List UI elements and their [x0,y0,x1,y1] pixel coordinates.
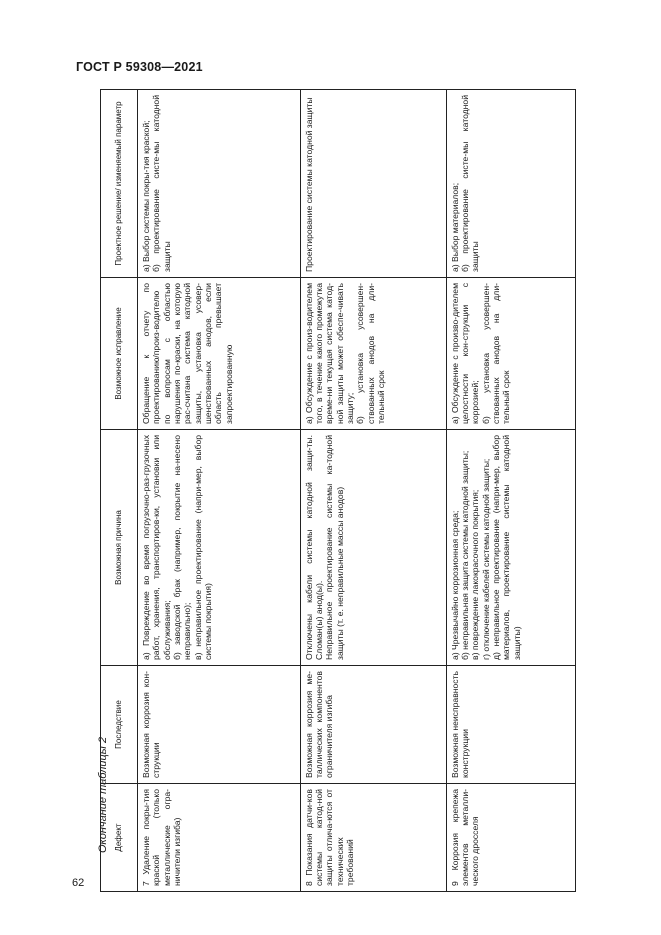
decision-line: а) Выбор системы покры-тия краской; [141,120,151,272]
cause-line: а) Повреждение во время погрузочно-раз-грузочных работ, хранения, транспортиров-ки, установки или обслуживания; [141,435,172,660]
cause-cell [138,430,301,666]
cause-cell [446,430,575,666]
consequence-cell: Возможная коррозия кон-струкции [138,666,301,784]
defect-cell: 7 Удаление покры-тия краской (только металлические огра-ничители изгиба) [138,784,301,892]
column-header: Проектное решение/ изменяемый параметр [101,90,138,278]
consequence-cell: Возможная коррозия ме-таллических компонентов ограничителя изгиба [300,666,446,784]
column-header: Последствие [101,666,138,784]
table-row [446,90,575,892]
page-number: 62 [72,877,85,889]
cause-line: г) отключение кабелей системы катодной защиты; [480,458,491,660]
decision-line: б) проектирование систе-мы катодной защиты [151,95,172,272]
column-header: Дефект [101,784,138,892]
cause-line: в) неправильное проектирование (напри-мер, выбор системы покрытия) [192,435,213,660]
document-header: ГОСТ Р 59308—2021 [76,60,203,74]
column-header: Возможная причина [101,430,138,666]
remedy-cell: а) Обсуждение с произ-водителем того, в течение какого промежутка време-ни текущая система катод-ной защиты может обеспе-чивать защиту; б) установка усовершен-ствованных анодов на дли-тельный срок [300,278,446,430]
consequence-cell: Возможная неисправность конструкции [446,666,575,784]
cause-line: б) неправильная защита системы катодной защиты; [460,450,471,660]
table-caption: Окончание таблицы 2 [97,736,109,853]
remedy-cell: а) Обсуждение с произво-дителем целостности кон-струкции с коррозией; б) установка усовершен-ствованных анодов на дли-тельный срок [446,278,575,430]
decision-cell [300,90,446,278]
decision-line: б) проектирование систе-мы катодной защиты [460,95,481,272]
cause-line: д) неправильное проектирование (напри-мер, выбор материалов, проектирование системы катодной защиты) [491,435,522,660]
table-header-row [101,90,138,892]
defects-table [100,89,576,892]
cause-line: Отключены кабели системы катодной защи-ты. Сломан(ы) анод(ы). [303,435,325,660]
cause-line: в) повреждение лакокрасочного покрытия; [470,489,481,660]
defect-cell: 9 Коррозия крепежа элементов металли-ческого дросселя [446,784,575,892]
column-header: Возможное исправление [101,278,138,430]
cause-cell [300,430,446,666]
decision-line: Проектирование системы катодной защиты [303,97,314,272]
cause-line: Неправильное проектирование системы ка-тодной защиты (т. е. неправильные массы анодов) [324,435,345,660]
rotated-table-container [100,90,576,892]
table-row [300,90,446,892]
decision-line: а) Выбор материалов; [449,182,460,272]
cause-line: а) Чрезвычайно коррозионная среда; [449,510,460,660]
table-row [138,90,301,892]
decision-cell [446,90,575,278]
cause-line: б) заводской брак (например, покрытие на-несено неправильно); [171,435,193,660]
defect-cell: 8 Показания датчи-ков системы катод-ной защиты отлича-ются от технических требований [300,784,446,892]
remedy-cell: Обращение к отчету по проектированию/произ-водителю по вопросам с областью нарушения по-краски, на которую рас-считана система катодной защиты, установка усовер-шенствованных анодов, если область превышает запроектированную [138,278,301,430]
decision-cell [138,90,301,278]
